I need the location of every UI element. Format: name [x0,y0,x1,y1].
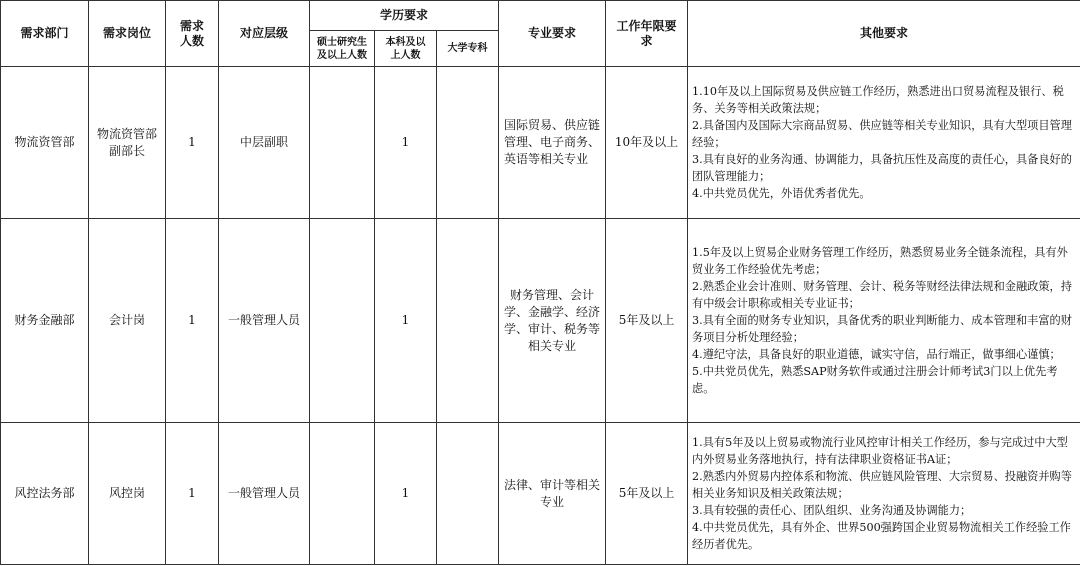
cell-position: 会计岗 [89,219,166,423]
cell-edu-master [310,67,375,219]
requirement-line: 2.熟悉内外贸易内控体系和物流、供应链风险管理、大宗贸易、投融资并购等相关业务知识及相关政策法规； [692,470,1072,500]
requirement-line: 3.具有较强的责任心、团队组织、业务沟通及协调能力； [692,504,972,517]
cell-edu-master [310,219,375,423]
cell-other-requirements [688,67,1080,219]
cell-other-requirements [688,219,1080,423]
cell-years: 5年及以上 [606,423,688,565]
cell-count: 1 [166,67,219,219]
cell-count: 1 [166,219,219,423]
cell-count: 1 [166,423,219,565]
cell-edu-college [437,67,499,219]
cell-edu-master [310,423,375,565]
cell-edu-bachelor: 1 [375,67,437,219]
header-edu-college: 大学专科 [437,31,499,67]
header-level: 对应层级 [219,1,310,67]
cell-years: 10年及以上 [606,67,688,219]
cell-years: 5年及以上 [606,219,688,423]
cell-level: 中层副职 [219,67,310,219]
header-edu-bachelor: 本科及以上人数 [375,31,437,67]
cell-position: 物流资管部副部长 [89,67,166,219]
cell-position: 风控岗 [89,423,166,565]
cell-major: 法律、审计等相关专业 [499,423,606,565]
header-years: 工作年限要求 [606,1,688,67]
requirement-line: 3.具有良好的业务沟通、协调能力，具备抗压性及高度的责任心，具备良好的团队管理能力； [692,153,1072,183]
cell-major: 财务管理、会计学、金融学、经济学、审计、税务等相关专业 [499,219,606,423]
cell-edu-college [437,219,499,423]
cell-edu-college [437,423,499,565]
table-row [1,219,1080,423]
header-other: 其他要求 [688,1,1080,67]
requirement-line: 4.遵纪守法，具备良好的职业道德，诚实守信，品行端正，做事细心谨慎； [692,348,1061,361]
requirement-line: 1.具有5年及以上贸易或物流行业风控审计相关工作经历，参与完成过中大型内外贸易业务落地执行，持有法律职业资格证书A证； [692,436,1068,466]
header-count: 需求人数 [166,1,219,67]
requirement-line: 1.10年及以上国际贸易及供应链工作经历，熟悉进出口贸易流程及银行、税务、关务等相关政策法规； [692,85,1064,115]
requirement-line: 4.中共党员优先，具有外企、世界500强跨国企业贸易物流相关工作经验工作经历者优先。 [692,521,1071,551]
header-edu-master: 硕士研究生及以上人数 [310,31,375,67]
table-row [1,423,1080,565]
requirement-line: 1.5年及以上贸易企业财务管理工作经历，熟悉贸易业务全链条流程，具有外贸业务工作经验优先考虑； [692,246,1068,276]
requirement-line: 2.具备国内及国际大宗商品贸易、供应链等相关专业知识，具有大型项目管理经验； [692,119,1072,149]
header-major: 专业要求 [499,1,606,67]
requirement-line: 2.熟悉企业会计准则、财务管理、会计、税务等财经法律法规和金融政策，持有中级会计职称或相关专业证书； [692,280,1072,310]
cell-edu-bachelor: 1 [375,423,437,565]
cell-major: 国际贸易、供应链管理、电子商务、英语等相关专业 [499,67,606,219]
requirement-line: 3.具有全面的财务专业知识，具备优秀的职业判断能力、成本管理和丰富的财务项目分析处理经验； [692,314,1072,344]
cell-edu-bachelor: 1 [375,219,437,423]
header-dept: 需求部门 [1,1,89,67]
cell-dept: 物流资管部 [1,67,89,219]
header-education: 学历要求 [310,1,499,31]
cell-other-requirements [688,423,1080,565]
header-position: 需求岗位 [89,1,166,67]
table-row [1,67,1080,219]
cell-dept: 风控法务部 [1,423,89,565]
requirement-line: 5.中共党员优先，熟悉SAP财务软件或通过注册会计师考试3门以上优先考虑。 [692,365,1058,395]
cell-level: 一般管理人员 [219,423,310,565]
requirement-line: 4.中共党员优先，外语优秀者优先。 [692,187,871,200]
cell-level: 一般管理人员 [219,219,310,423]
cell-dept: 财务金融部 [1,219,89,423]
